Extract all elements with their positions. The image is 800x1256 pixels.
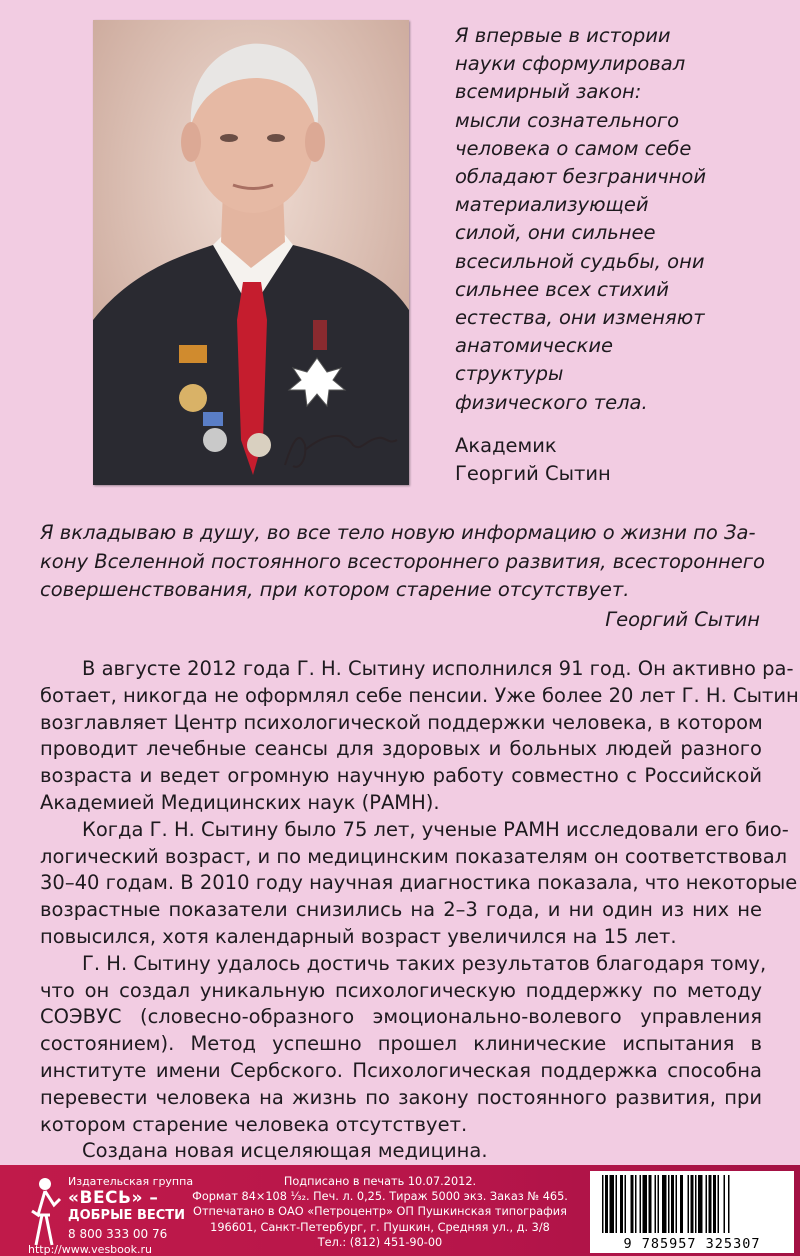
barcode-bar xyxy=(658,1175,660,1233)
body-line: Когда Г. Н. Сытину было 75 лет, ученые РАМН исследовали его био- xyxy=(82,817,789,841)
body-line: Г. Н. Сытину удалось достичь таких результатов благодаря тому, xyxy=(82,951,767,975)
barcode-bar xyxy=(695,1175,697,1233)
body-line: возраста и ведет огромную научную работу совместно с Российской xyxy=(40,764,762,788)
barcode-bar xyxy=(643,1175,648,1233)
barcode-bar xyxy=(625,1175,627,1233)
barcode-bars xyxy=(590,1171,794,1237)
barcode-bar xyxy=(668,1175,670,1233)
barcode-bar xyxy=(718,1175,720,1233)
barcode-bar xyxy=(605,1175,608,1233)
body-line: ботает, никогда не оформлял себе пенсии. Уже более 20 лет Г. Н. Сытин xyxy=(40,683,799,707)
body-line: логический возраст, и по медицинским показателям он соответствовал xyxy=(40,844,788,868)
imprint-line: Отпечатано в ОАО «Петроцентр» ОП Пушкинская типография xyxy=(193,1205,567,1219)
body-line: котором старение человека отсутствует. xyxy=(40,1112,468,1136)
quote-line: материализующей xyxy=(455,193,649,217)
quote-line: физического тела. xyxy=(455,390,648,414)
barcode-bar xyxy=(706,1175,708,1233)
body-line: состоянием). Метод успешно прошел клинические испытания в xyxy=(40,1032,762,1056)
barcode-digits: 9 785957 325307 xyxy=(623,1236,761,1252)
signature-title: Академик xyxy=(455,434,557,457)
body-line: повысился, хотя календарный возраст увеличился на 15 лет. xyxy=(40,924,677,948)
quote-line: человека о самом себе xyxy=(455,136,692,160)
publisher-website: http://www.vesbook.ru xyxy=(28,1243,152,1256)
body-line: СОЭВУС (словесно-образного эмоционально-волевого управления xyxy=(40,1005,762,1029)
barcode-bar xyxy=(662,1175,667,1233)
quote-line: сильнее всех стихий xyxy=(455,277,669,301)
quote-line: анатомические xyxy=(455,334,614,358)
publisher-subtitle: ДОБРЫЕ ВЕСТИ xyxy=(68,1208,186,1223)
publisher-logo-icon xyxy=(28,1175,62,1251)
barcode-bar xyxy=(655,1175,657,1233)
signature-name: Георгий Сытин xyxy=(455,462,611,485)
barcode-bar xyxy=(713,1175,716,1233)
publisher-block xyxy=(28,1171,194,1256)
barcode-bar xyxy=(691,1175,694,1233)
barcode-bar xyxy=(602,1175,604,1233)
barcode-bar xyxy=(698,1175,703,1233)
quote-line: мысли сознательного xyxy=(455,108,680,132)
epigraph-quote xyxy=(455,22,785,417)
publisher-group-label: Издательская группа xyxy=(68,1175,194,1188)
quote-line: всемирный закон: xyxy=(455,80,642,104)
barcode-bar xyxy=(616,1175,618,1233)
author-photo xyxy=(93,20,409,485)
quote-line: всесильной судьбы, они xyxy=(455,249,705,273)
quote-line: науки сформулировал xyxy=(455,52,686,76)
body-line: Академией Медицинских наук (РАМН). xyxy=(40,790,440,814)
barcode-bar xyxy=(676,1175,678,1233)
quote-line: Я впервые в истории xyxy=(455,24,671,47)
barcode-bar xyxy=(671,1175,674,1233)
barcode-bar xyxy=(620,1175,623,1233)
imprint-line: Подписано в печать 10.07.2012. xyxy=(283,1175,477,1188)
second-quote-signature: Георгий Сытин xyxy=(605,608,760,631)
quote-line: кону Вселенной постоянного всестороннего развития, всестороннего xyxy=(40,549,765,573)
quote-line: структуры xyxy=(455,362,564,386)
barcode-bar xyxy=(728,1175,730,1233)
publisher-brand: «ВЕСЬ» – xyxy=(68,1188,159,1208)
footer-band xyxy=(0,1165,800,1256)
body-line: институте имени Сербского. Психологическая поддержка способна xyxy=(40,1058,762,1082)
barcode-bar xyxy=(709,1175,712,1233)
barcode-bar xyxy=(688,1175,690,1233)
imprint-line: 196601, Санкт-Петербург, г. Пушкин, Средняя ул., д. 3/8 xyxy=(210,1220,550,1234)
body-line: возглавляет Центр психологической поддержки человека, в котором xyxy=(40,710,763,734)
quote-line: силой, они сильнее xyxy=(455,221,656,245)
barcode-bar xyxy=(640,1175,642,1233)
imprint-line: Формат 84×108 ¹⁄₃₂. Печ. л. 0,25. Тираж 5000 экз. Заказ № 465. xyxy=(192,1190,568,1204)
barcode-bar xyxy=(610,1175,615,1233)
quote-line: Я вкладываю в душу, во все тело новую информацию о жизни по За- xyxy=(40,521,756,544)
barcode-bar xyxy=(724,1175,726,1233)
body-line: Создана новая исцеляющая медицина. xyxy=(82,1139,488,1163)
body-line: перевести человека на жизнь по закону постоянного развития, при xyxy=(40,1085,762,1109)
body-line: что он создал уникальную психологическую поддержку по методу xyxy=(40,978,762,1002)
body-line: В августе 2012 года Г. Н. Сытину исполнился 91 год. Он активно ра- xyxy=(82,657,794,680)
body-line: возрастные показатели снизились на 2–3 года, и ни один из них не xyxy=(40,898,762,922)
quote-line: совершенствования, при котором старение отсутствует. xyxy=(40,578,630,601)
publisher-phone: 8 800 333 00 76 xyxy=(68,1227,168,1241)
imprint-line: Тел.: (812) 451-90-00 xyxy=(317,1235,443,1249)
barcode-bar xyxy=(680,1175,683,1233)
book-description xyxy=(40,656,799,1165)
body-line: 30–40 годам. В 2010 году научная диагностика показала, что некоторые xyxy=(40,871,798,895)
barcode-bar xyxy=(631,1175,634,1233)
isbn-barcode xyxy=(590,1171,794,1253)
barcode-bar xyxy=(649,1175,652,1233)
body-line: проводит лечебные сеансы для здоровых и больных людей разного xyxy=(40,737,762,761)
imprint-info xyxy=(190,1174,570,1250)
portrait-illustration xyxy=(93,20,409,485)
second-quote xyxy=(40,519,765,605)
epigraph-signature xyxy=(455,432,611,488)
quote-line: обладают безграничной xyxy=(455,165,707,189)
barcode-bar xyxy=(635,1175,637,1233)
quote-line: естества, они изменяют xyxy=(455,306,705,330)
